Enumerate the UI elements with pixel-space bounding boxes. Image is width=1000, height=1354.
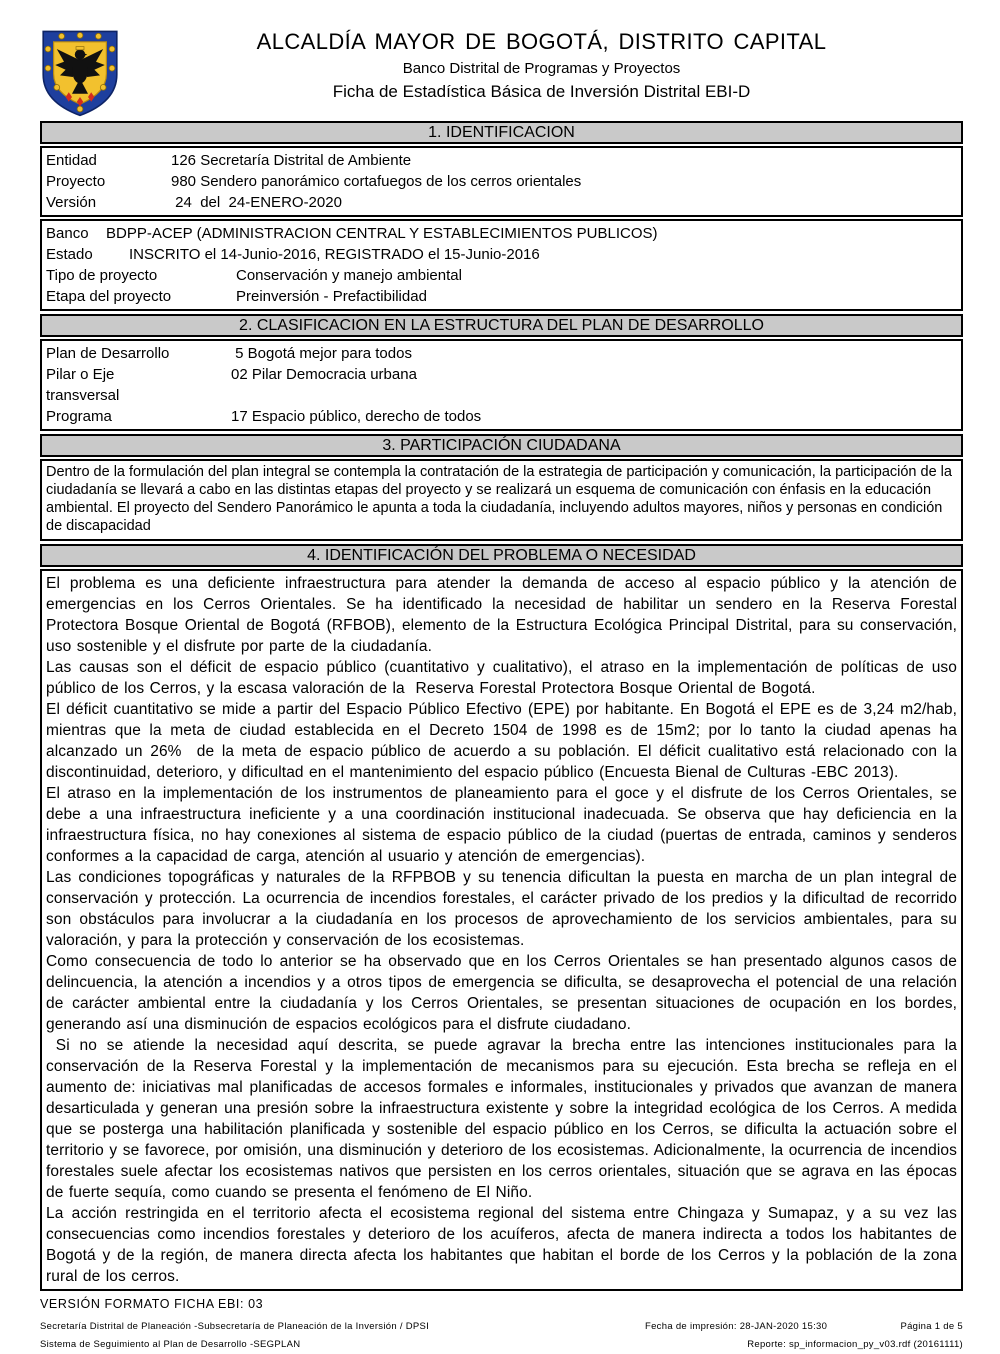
footer-entity-line: Secretaría Distrital de Planeación -Subsecretaría de Planeación de la Inversión / DPSI (40, 1321, 430, 1332)
project-label: Proyecto (46, 173, 106, 190)
plan-classification-box (40, 339, 963, 431)
version-row (46, 192, 957, 213)
document-title: ALCALDÍA MAYOR DE BOGOTÁ, DISTRITO CAPITAL (256, 29, 827, 54)
bank-status-box (40, 219, 963, 311)
problem-paragraph-6: Como consecuencia de todo lo anterior se ha observado que en los Cerros Orientales se han presentado algunos casos de delincuencia, la atención a incendios y a otros tipos de emergencia se dificulta, se desaprovecha el potencial de una relación de carácter ambiental entre la ciudadanía y los Cerros Orientales, se presentan situaciones de ocupación en los bordes, generando así una disminución de espacios ecológicos para el disfrute ciudadano. (46, 953, 963, 1033)
development-plan-value: 5 Bogotá mejor para todos (231, 345, 412, 362)
status-label: Estado (46, 246, 93, 263)
problem-paragraph-4: El atraso en la implementación de los instrumentos de planeamiento para el goce y el disfrute de los Cerros Orientales, se debe a una infraestructura ineficiente y a una coordinación institucional inadecuada. Se observa que hay deficiencia en la infraestructura física, no hay conexiones al sistema de espacio público de la ciudad (puertas de entrada, caminos y senderos conformes a la capacidad de carga, atención al usuario y atención de emergencias). (46, 785, 963, 865)
project-type-label: Tipo de proyecto (46, 267, 158, 284)
section-2-header: 2. CLASIFICACION EN LA ESTRUCTURA DEL PLAN DE DESARROLLO (40, 314, 963, 337)
print-date: Fecha de impresión: 28-JAN-2020 15:30 (645, 1321, 828, 1332)
problem-paragraph-8: La acción restringida en el territorio afecta el ecosistema regional del sistema entre Chingaza y Sumapaz, y a su vez las consecuencias como incendios forestales y deterioro de los acuíferos, afecta de manera indirecta a todos los habitantes de Bogotá y de la región, de manera directa afecta los habitantes que habitan el borde de los Cerros y la población de la zona rural de los cerros. (46, 1205, 963, 1285)
bogota-coat-of-arms-icon (40, 28, 120, 118)
pillar-value: 02 Pilar Democracia urbana (231, 366, 417, 383)
pillar-row (46, 364, 957, 406)
version-label: Versión (46, 194, 97, 211)
problem-paragraph-1: El problema es una deficiente infraestructura para atender la demanda de acceso al espacio público y la atención de emergencias en los Cerros Orientales. Se ha identificado la necesidad de habilitar un sendero en la Reserva Forestal Protectora Bosque Oriental de Bogotá (RFBOB), elemento de la Estructura Ecológica Principal Distrital, para su conservación, uso sostenible y el disfrute por parte de la ciudadanía. (46, 575, 963, 655)
project-type-row (46, 265, 957, 286)
problem-paragraph-7: Si no se atiende la necesidad aquí descrita, se puede agravar la brecha entre las intenciones institucionales para la conservación de la Reserva Forestal y la implementación de mecanismos para su ejecución. Esta brecha se refleja en el aumento de: iniciativas mal planificadas de accesos formales e informales, institucionales y privados que avanzan de manera desarticulada y generan una presión sobre la infraestructura existente y sobre la integridad ecológica de los Cerros. A medida que se posterga una habilitación planificada y sostenible del espacio público en los Cerros, se dificulta la actuación sobre el territorio y se favorece, por omisión, una disminución y deterioro de los ecosistemas. Adicionalmente, la ocurrencia de incendios forestales suele afectar los ecosistemas nativos que persisten en los cerros orientales, situación que se agrava en las épocas de fuerte sequía, como cuando se presenta el fenómeno de El Niño. (46, 1037, 963, 1201)
entity-label: Entidad (46, 152, 97, 169)
status-row (46, 244, 957, 265)
citizen-participation-text: Dentro de la formulación del plan integral se contempla la contratación de la estrategia de participación y comunicación, la participación de la ciudadanía se llevará a cabo en las distintas etapas del proyecto y se realizará un esquema de comunicación con énfasis en la educación ambiental. El proyecto del Sendero Panorámico le apunta a toda la ciudadanía, incluyendo adultos mayores, niños y personas en condición de discapacidad (46, 464, 956, 534)
program-label: Programa (46, 408, 112, 425)
section-4-header: 4. IDENTIFICACIÓN DEL PROBLEMA O NECESIDAD (40, 544, 963, 567)
report-name: Reporte: sp_informacion_py_v03.rdf (20161111) (747, 1339, 963, 1350)
section-1-header: 1. IDENTIFICACION (40, 121, 963, 144)
identification-box (40, 146, 963, 217)
citizen-participation-box (40, 459, 963, 541)
footer-system-line: Sistema de Seguimiento al Plan de Desarrollo -SEGPLAN (40, 1339, 301, 1350)
program-row (46, 406, 957, 427)
project-stage-label: Etapa del proyecto (46, 288, 172, 305)
format-version-line: VERSIÓN FORMATO FICHA EBI: 03 (40, 1297, 264, 1311)
entity-row (46, 150, 957, 171)
problem-paragraph-5: Las condiciones topográficas y naturales de la RFPBOB y su tenencia dificultan la puesta en marcha de un plan integral de conservación y protección. La ocurrencia de incendios forestales, el carácter privado de los predios y la dificultad de recorrido son obstáculos para involucrar a la ciudadanía en los procesos de aprovechamiento de los servicios ambientales, para su valoración, y para la protección y conservación de los ecosistemas. (46, 869, 963, 949)
project-type-value: Conservación y manejo ambiental (236, 267, 462, 284)
document-titles (120, 26, 963, 102)
document-header (40, 26, 963, 118)
project-row (46, 171, 957, 192)
project-stage-row (46, 286, 957, 307)
project-value: 980 Sendero panorámico cortafuegos de los cerros orientales (171, 173, 582, 190)
document-subtitle-ficha: Ficha de Estadística Básica de Inversión Distrital EBI-D (332, 82, 751, 101)
project-stage-value: Preinversión - Prefactibilidad (236, 288, 427, 305)
entity-value: 126 Secretaría Distrital de Ambiente (171, 152, 412, 169)
section-3-header: 3. PARTICIPACIÓN CIUDADANA (40, 434, 963, 457)
development-plan-row (46, 343, 957, 364)
bank-label: Banco (46, 225, 89, 242)
problem-identification-box (40, 569, 963, 1291)
version-value: 24 del 24-ENERO-2020 (171, 194, 342, 211)
status-value: INSCRITO el 14-Junio-2016, REGISTRADO el 15-Junio-2016 (129, 246, 540, 263)
page-footer (40, 1318, 963, 1354)
page-number: Página 1 de 5 (900, 1321, 963, 1332)
footer-right-top (645, 1318, 963, 1336)
pillar-label: Pilar o Eje transversal (46, 366, 120, 404)
document-subtitle-bank: Banco Distrital de Programas y Proyectos (402, 60, 681, 77)
program-value: 17 Espacio público, derecho de todos (231, 408, 482, 425)
development-plan-label: Plan de Desarrollo (46, 345, 170, 362)
footer-left (40, 1318, 429, 1354)
bank-value: BDPP-ACEP (ADMINISTRACION CENTRAL Y ESTABLECIMIENTOS PUBLICOS) (106, 225, 658, 242)
problem-paragraph-2: Las causas son el déficit de espacio público (cuantitativo y cualitativo), el atraso en la implementación de políticas de uso público de los Cerros, y la escasa valoración de la Reserva Forestal Protectora Bosque Oriental de Bogotá. (46, 659, 963, 697)
problem-paragraph-3: El déficit cuantitativo se mide a partir del Espacio Público Efectivo (EPE) por habitante. En Bogotá el EPE es de 3,24 m2/hab, mientras que la meta de ciudad establecida en el Decreto 1504 de 1998 es de 15m2; por lo tanto la ciudad apenas ha alcanzado un 26% de la meta de espacio público de acuerdo a su población. El déficit cualitativo está relacionado con la discontinuidad, deterioro, y dificultad en el mantenimiento del espacio público (Encuesta Bienal de Culturas -EBC 2013). (46, 701, 963, 781)
footer-right (645, 1318, 963, 1354)
bank-row (46, 223, 957, 244)
